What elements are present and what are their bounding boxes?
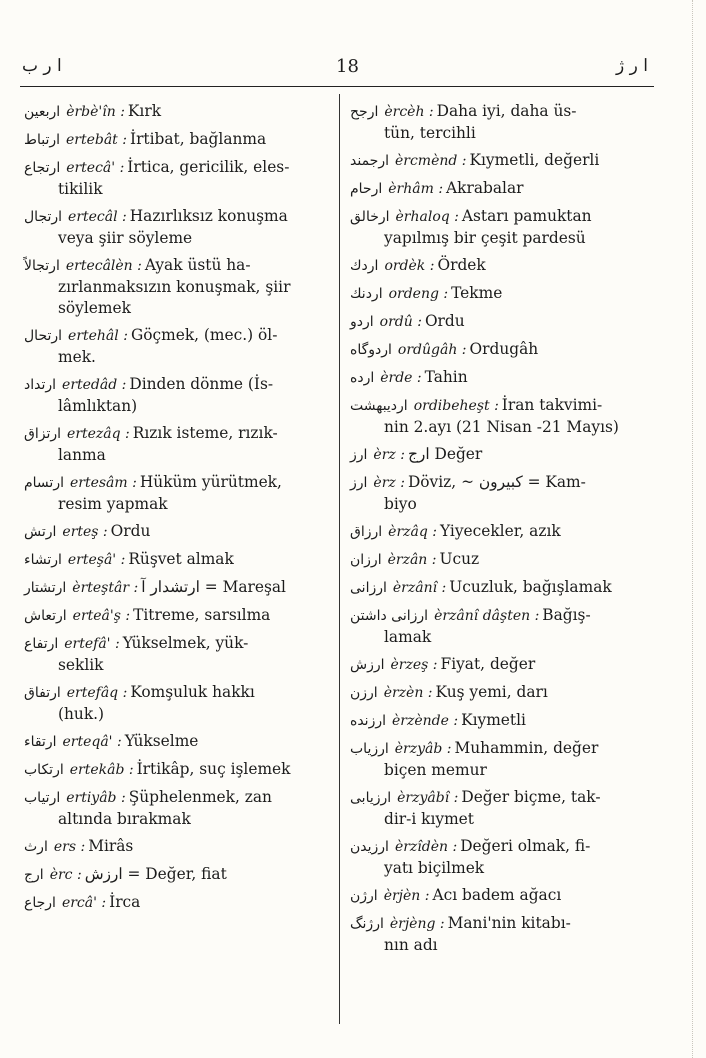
transliteration: èrde : bbox=[380, 370, 422, 386]
headword-persian: ارحام bbox=[350, 181, 383, 197]
definition-line: İrca bbox=[109, 893, 141, 911]
dictionary-entry bbox=[350, 654, 652, 676]
definition-line: Bağış- bbox=[542, 606, 591, 624]
definition-line: zırlanmaksızın konuşmak, şiir bbox=[58, 278, 291, 296]
headword-persian: ارث bbox=[24, 839, 48, 855]
definition-line: seklik bbox=[58, 656, 104, 674]
transliteration: èrc : bbox=[49, 867, 82, 883]
transliteration: èrzèn : bbox=[383, 685, 433, 701]
dictionary-entry bbox=[350, 150, 652, 172]
transliteration: èrzènde : bbox=[392, 713, 459, 729]
headword-persian: ارتش bbox=[24, 524, 57, 540]
dictionary-entry bbox=[24, 633, 328, 676]
headword-persian: ارتكاب bbox=[24, 762, 64, 778]
transliteration: ertebât : bbox=[65, 132, 127, 148]
definition-line: İrtibat, bağlanma bbox=[129, 130, 267, 148]
transliteration: ertezâq : bbox=[67, 426, 130, 442]
definition-line: Göçmek, (mec.) öl- bbox=[130, 326, 278, 344]
dictionary-entry bbox=[24, 759, 328, 781]
transliteration: erteqâ' : bbox=[62, 734, 122, 750]
definition-line: Rüşvet almak bbox=[128, 550, 234, 568]
dictionary-entry bbox=[24, 549, 328, 571]
definition-line: Ördek bbox=[437, 256, 486, 274]
page-edge bbox=[692, 0, 693, 1058]
definition-line: Ordugâh bbox=[469, 340, 539, 358]
headword-persian: اردنك bbox=[350, 286, 383, 302]
dictionary-entry bbox=[24, 374, 328, 417]
dictionary-entry bbox=[24, 129, 328, 151]
transliteration: ertecâl : bbox=[68, 209, 127, 225]
transliteration: ertiyâb : bbox=[66, 790, 126, 806]
definition-line: Değeri olmak, fi- bbox=[460, 837, 591, 855]
dictionary-entry bbox=[24, 157, 328, 200]
transliteration: èrhaloq : bbox=[395, 209, 459, 225]
definition-line: Tekme bbox=[451, 284, 503, 302]
transliteration: èrjèng : bbox=[389, 916, 445, 932]
headword-persian: ارتشتار bbox=[24, 580, 67, 596]
dictionary-entry bbox=[350, 339, 652, 361]
definition-line: Hüküm yürütmek, bbox=[139, 473, 282, 491]
definition-line: Kıymetli bbox=[461, 711, 526, 729]
headword-persian: ارتحال bbox=[24, 328, 63, 344]
transliteration: èrhâm : bbox=[388, 181, 444, 197]
headword-persian: ارجح bbox=[350, 104, 379, 120]
transliteration: erteşâ' : bbox=[67, 552, 126, 568]
definition-line: Akrabalar bbox=[446, 179, 524, 197]
dictionary-entry bbox=[350, 101, 652, 144]
dictionary-entry bbox=[24, 101, 328, 123]
transliteration: èrzyâbî : bbox=[397, 790, 459, 806]
headword-persian: اردوگاه bbox=[350, 342, 392, 358]
headword-persian: ارزنده bbox=[350, 713, 386, 729]
headword-persian: ارتسام bbox=[24, 475, 64, 491]
headword-persian: ارتزاق bbox=[24, 426, 62, 442]
dictionary-entry bbox=[350, 367, 652, 389]
headword-persian: ارزانى داشتن bbox=[350, 608, 429, 624]
header-rule bbox=[20, 86, 654, 87]
headword-persian: اردك bbox=[350, 258, 379, 274]
transliteration: èrbè'în : bbox=[66, 104, 125, 120]
definition-line: Rızık isteme, rızık- bbox=[132, 424, 278, 442]
headword-persian: ارتياب bbox=[24, 790, 61, 806]
definition-line: tikilik bbox=[58, 180, 103, 198]
definition-line: ارتشدار آ = Mareşal bbox=[141, 578, 286, 596]
left-column bbox=[24, 101, 328, 920]
definition-line: mek. bbox=[58, 348, 96, 366]
dictionary-entry bbox=[24, 206, 328, 249]
dictionary-entry bbox=[350, 836, 652, 879]
transliteration: èrzânî dâşten : bbox=[434, 608, 540, 624]
definition-line: İrtica, gericilik, eles- bbox=[127, 158, 290, 176]
transliteration: ertecâ' : bbox=[66, 160, 125, 176]
headword-persian: ارتباط bbox=[24, 132, 60, 148]
headword-persian: ارتداد bbox=[24, 377, 57, 393]
transliteration: èrzîdèn : bbox=[394, 839, 458, 855]
definition-line: Şüphelenmek, zan bbox=[128, 788, 272, 806]
transliteration: èrzân : bbox=[387, 552, 437, 568]
definition-line: Fiyat, değer bbox=[440, 655, 536, 673]
transliteration: ordû : bbox=[379, 314, 422, 330]
transliteration: èrcèh : bbox=[384, 104, 434, 120]
dictionary-entry bbox=[350, 738, 652, 781]
dictionary-entry bbox=[24, 731, 328, 753]
dictionary-entry bbox=[24, 472, 328, 515]
dictionary-entry bbox=[350, 787, 652, 830]
dictionary-entry bbox=[350, 549, 652, 571]
definition-line: yapılmış bir çeşit pardesü bbox=[384, 229, 586, 247]
headword-persian: ارژنگ bbox=[350, 916, 384, 932]
dictionary-entry bbox=[350, 444, 652, 466]
headword-persian: ارج bbox=[24, 867, 44, 883]
page-number: 18 bbox=[336, 56, 359, 77]
definition-line: altında bırakmak bbox=[58, 810, 191, 828]
headword-persian: ارديبهشت bbox=[350, 398, 408, 414]
headword-persian: ارتجاع bbox=[24, 160, 61, 176]
headword-persian: ارتفاق bbox=[24, 685, 61, 701]
dictionary-entry bbox=[350, 311, 652, 333]
definition-line: nın adı bbox=[384, 936, 438, 954]
transliteration: èrjèn : bbox=[383, 888, 430, 904]
transliteration: ordibeheşt : bbox=[413, 398, 499, 414]
definition-line: Astarı pamuktan bbox=[461, 207, 592, 225]
definition-line: (huk.) bbox=[58, 705, 105, 723]
definition-line: Dinden dönme (İs- bbox=[129, 375, 274, 393]
headword-persian: ارز bbox=[350, 447, 368, 463]
headword-persian: ارز bbox=[350, 475, 368, 491]
headword-persian: ارتجالاً bbox=[24, 258, 60, 274]
definition-line: dir-i kıymet bbox=[384, 810, 474, 828]
definition-line: ارج Değer bbox=[407, 445, 483, 463]
dictionary-entry bbox=[350, 710, 652, 732]
transliteration: ertedâd : bbox=[62, 377, 127, 393]
transliteration: ordûgâh : bbox=[397, 342, 467, 358]
dictionary-entry bbox=[24, 682, 328, 725]
transliteration: ers : bbox=[53, 839, 86, 855]
definition-line: yatı biçilmek bbox=[384, 859, 485, 877]
dictionary-entry bbox=[350, 913, 652, 956]
headword-persian: ارتشاء bbox=[24, 552, 62, 568]
headword-persian: ارزش bbox=[350, 657, 385, 673]
dictionary-entry bbox=[350, 885, 652, 907]
transliteration: ordèk : bbox=[384, 258, 435, 274]
headword-persian: ارزان bbox=[350, 552, 382, 568]
definition-line: Hazırlıksız konuşma bbox=[129, 207, 288, 225]
definition-line: Kırk bbox=[127, 102, 162, 120]
headword-persian: اردو bbox=[350, 314, 374, 330]
transliteration: èrzânî : bbox=[392, 580, 447, 596]
dictionary-entry bbox=[24, 605, 328, 627]
dictionary-entry bbox=[24, 521, 328, 543]
dictionary-entry bbox=[24, 864, 328, 886]
right-column bbox=[350, 101, 652, 962]
definition-line: İrtikâp, suç işlemek bbox=[136, 760, 291, 778]
definition-line: nin 2.ayı (21 Nisan -21 Mayıs) bbox=[384, 418, 619, 436]
headword-persian: ارتفاع bbox=[24, 636, 59, 652]
definition-line: söylemek bbox=[58, 299, 131, 317]
definition-line: lanma bbox=[58, 446, 106, 464]
definition-line: Daha iyi, daha üs- bbox=[436, 102, 577, 120]
headword-persian: ارزيابى bbox=[350, 790, 392, 806]
transliteration: erteâ'ş : bbox=[72, 608, 131, 624]
transliteration: èrz : bbox=[373, 447, 405, 463]
definition-line: Komşuluk hakkı bbox=[130, 683, 255, 701]
transliteration: ertefâ' : bbox=[64, 636, 120, 652]
dictionary-entry bbox=[24, 423, 328, 466]
definition-line: Mirâs bbox=[88, 837, 134, 855]
definition-line: Titreme, sarsılma bbox=[133, 606, 271, 624]
headword-persian: ارخالق bbox=[350, 209, 390, 225]
transliteration: ertehâl : bbox=[68, 328, 128, 344]
definition-line: Yükselme bbox=[124, 732, 199, 750]
dictionary-entry bbox=[24, 892, 328, 914]
definition-line: Döviz, ~ كبيرون = Kam- bbox=[407, 473, 586, 491]
dictionary-entry bbox=[350, 178, 652, 200]
dictionary-entry bbox=[24, 787, 328, 830]
dictionary-entry bbox=[350, 395, 652, 438]
headword-persian: ارتعاش bbox=[24, 608, 67, 624]
transliteration: ertecâlèn : bbox=[65, 258, 142, 274]
transliteration: èrteştâr : bbox=[72, 580, 139, 596]
transliteration: èrzâq : bbox=[388, 524, 438, 540]
definition-line: ارزش = Değer, fiat bbox=[84, 865, 227, 883]
transliteration: ercâ' : bbox=[61, 895, 107, 911]
dictionary-entry bbox=[350, 577, 652, 599]
definition-line: Kıymetli, değerli bbox=[469, 151, 600, 169]
transliteration: èrzeş : bbox=[390, 657, 438, 673]
definition-line: biçen memur bbox=[384, 761, 487, 779]
transliteration: erteş : bbox=[62, 524, 108, 540]
definition-line: lâmlıktan) bbox=[58, 397, 138, 415]
headword-persian: ارجاع bbox=[24, 895, 56, 911]
headword-persian: ارزياب bbox=[350, 741, 389, 757]
transliteration: ertesâm : bbox=[69, 475, 137, 491]
dictionary-entry bbox=[24, 255, 328, 319]
definition-line: tün, tercihli bbox=[384, 124, 476, 142]
definition-line: İran takvimi- bbox=[501, 396, 603, 414]
definition-line: Değer biçme, tak- bbox=[461, 788, 601, 806]
definition-line: lamak bbox=[384, 628, 432, 646]
dictionary-entry bbox=[24, 836, 328, 858]
definition-line: Mani'nin kitabı- bbox=[447, 914, 571, 932]
header-letters-right: ا ر ژ bbox=[616, 56, 648, 76]
transliteration: ertekâb : bbox=[69, 762, 134, 778]
definition-line: veya şiir söyleme bbox=[58, 229, 193, 247]
column-divider bbox=[339, 94, 340, 1024]
definition-line: Ucuzluk, bağışlamak bbox=[449, 578, 612, 596]
headword-persian: ارزيدن bbox=[350, 839, 389, 855]
dictionary-entry bbox=[350, 605, 652, 648]
dictionary-entry bbox=[350, 682, 652, 704]
headword-persian: ارتجال bbox=[24, 209, 63, 225]
definition-line: Yiyecekler, azık bbox=[440, 522, 561, 540]
headword-persian: اربعين bbox=[24, 104, 61, 120]
headword-persian: ارزانى bbox=[350, 580, 387, 596]
transliteration: ertefâq : bbox=[66, 685, 128, 701]
headword-persian: ارده bbox=[350, 370, 375, 386]
definition-line: Tahin bbox=[424, 368, 468, 386]
headword-persian: ارزاق bbox=[350, 524, 383, 540]
headword-persian: ارزن bbox=[350, 685, 378, 701]
dictionary-entry bbox=[350, 255, 652, 277]
definition-line: Ordu bbox=[110, 522, 151, 540]
definition-line: biyo bbox=[384, 495, 417, 513]
transliteration: ordeng : bbox=[388, 286, 449, 302]
header-letters-left: ا ر ب bbox=[22, 56, 62, 76]
definition-line: resim yapmak bbox=[58, 495, 168, 513]
headword-persian: ارجمند bbox=[350, 153, 389, 169]
dictionary-entry bbox=[350, 472, 652, 515]
definition-line: Ordu bbox=[424, 312, 465, 330]
definition-line: Acı badem ağacı bbox=[432, 886, 562, 904]
definition-line: Muhammin, değer bbox=[454, 739, 599, 757]
definition-line: Ayak üstü ha- bbox=[144, 256, 251, 274]
transliteration: èrcmènd : bbox=[394, 153, 467, 169]
dictionary-entry bbox=[350, 283, 652, 305]
dictionary-entry bbox=[350, 206, 652, 249]
dictionary-entry bbox=[350, 521, 652, 543]
transliteration: èrz : bbox=[373, 475, 405, 491]
definition-line: Yükselmek, yük- bbox=[122, 634, 249, 652]
dictionary-entry bbox=[24, 577, 328, 599]
dictionary-entry bbox=[24, 325, 328, 368]
definition-line: Kuş yemi, darı bbox=[435, 683, 548, 701]
headword-persian: ارتقاء bbox=[24, 734, 57, 750]
definition-line: Ucuz bbox=[439, 550, 480, 568]
transliteration: èrzyâb : bbox=[394, 741, 452, 757]
headword-persian: ارژن bbox=[350, 888, 378, 904]
